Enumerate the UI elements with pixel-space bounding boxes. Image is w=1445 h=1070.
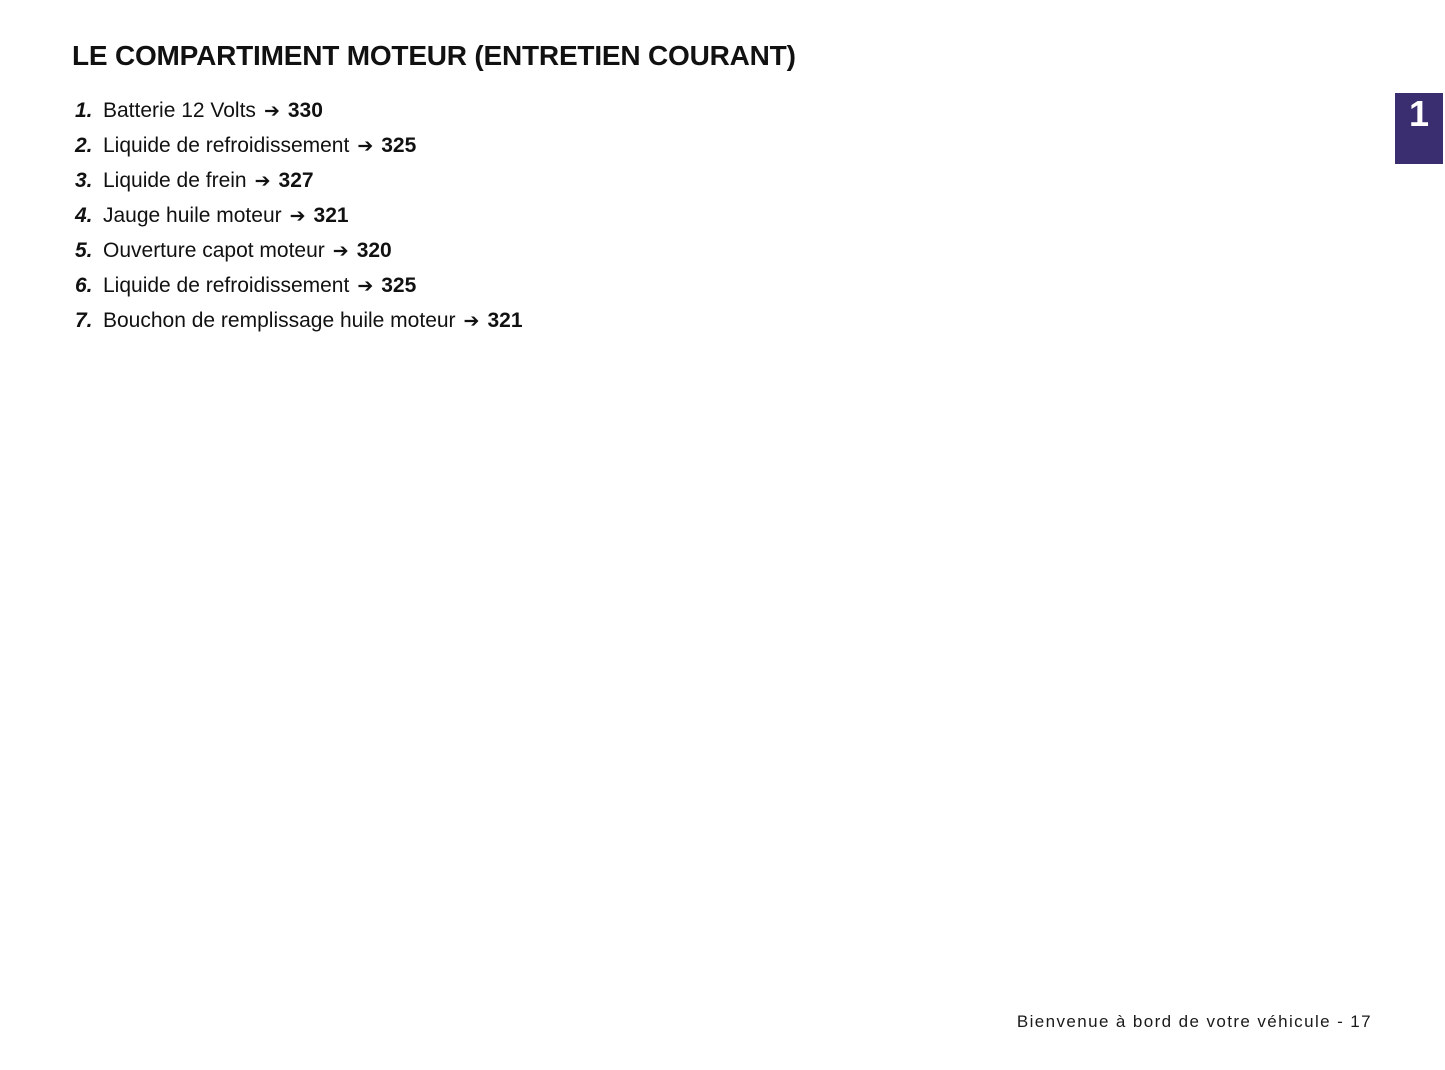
item-label: Ouverture capot moteur bbox=[103, 239, 325, 262]
item-page-ref: 325 bbox=[381, 134, 417, 157]
item-label: Jauge huile moteur bbox=[103, 204, 282, 227]
item-label: Batterie 12 Volts bbox=[103, 99, 256, 122]
arrow-right-icon: ➔ bbox=[263, 100, 280, 122]
item-page-ref: 325 bbox=[381, 274, 417, 297]
item-page-ref: 327 bbox=[278, 169, 314, 192]
item-number: 1. bbox=[75, 99, 93, 122]
arrow-right-icon: ➔ bbox=[357, 275, 374, 297]
item-number: 4. bbox=[75, 204, 93, 227]
arrow-right-icon: ➔ bbox=[289, 205, 306, 227]
item-page-ref: 321 bbox=[487, 309, 523, 332]
item-number: 7. bbox=[75, 309, 93, 332]
parts-list-item bbox=[75, 237, 523, 272]
arrow-right-icon: ➔ bbox=[332, 240, 349, 262]
item-label: Liquide de frein bbox=[103, 169, 247, 192]
parts-list-item bbox=[75, 307, 523, 342]
parts-list-item bbox=[75, 202, 523, 237]
item-label: Liquide de refroidissement bbox=[103, 134, 350, 157]
arrow-right-icon: ➔ bbox=[357, 135, 374, 157]
item-number: 5. bbox=[75, 239, 93, 262]
item-page-ref: 320 bbox=[356, 239, 392, 262]
item-number: 6. bbox=[75, 274, 93, 297]
item-label: Liquide de refroidissement bbox=[103, 274, 350, 297]
arrow-right-icon: ➔ bbox=[463, 310, 480, 332]
chapter-tab bbox=[1395, 93, 1443, 164]
page-title: LE COMPARTIMENT MOTEUR (ENTRETIEN COURANT) bbox=[72, 40, 796, 71]
parts-list-item bbox=[75, 97, 523, 132]
parts-list-item bbox=[75, 272, 523, 307]
item-number: 2. bbox=[75, 134, 93, 157]
arrow-right-icon: ➔ bbox=[254, 170, 271, 192]
item-number: 3. bbox=[75, 169, 93, 192]
item-label: Bouchon de remplissage huile moteur bbox=[103, 309, 456, 332]
footer-page-label: Bienvenue à bord de votre véhicule - 17 bbox=[1016, 1012, 1372, 1031]
chapter-tab-number: 1 bbox=[1408, 93, 1430, 134]
parts-list-item bbox=[75, 132, 523, 167]
parts-list-item bbox=[75, 167, 523, 202]
item-page-ref: 330 bbox=[287, 99, 323, 122]
item-page-ref: 321 bbox=[313, 204, 349, 227]
parts-list bbox=[75, 97, 523, 342]
